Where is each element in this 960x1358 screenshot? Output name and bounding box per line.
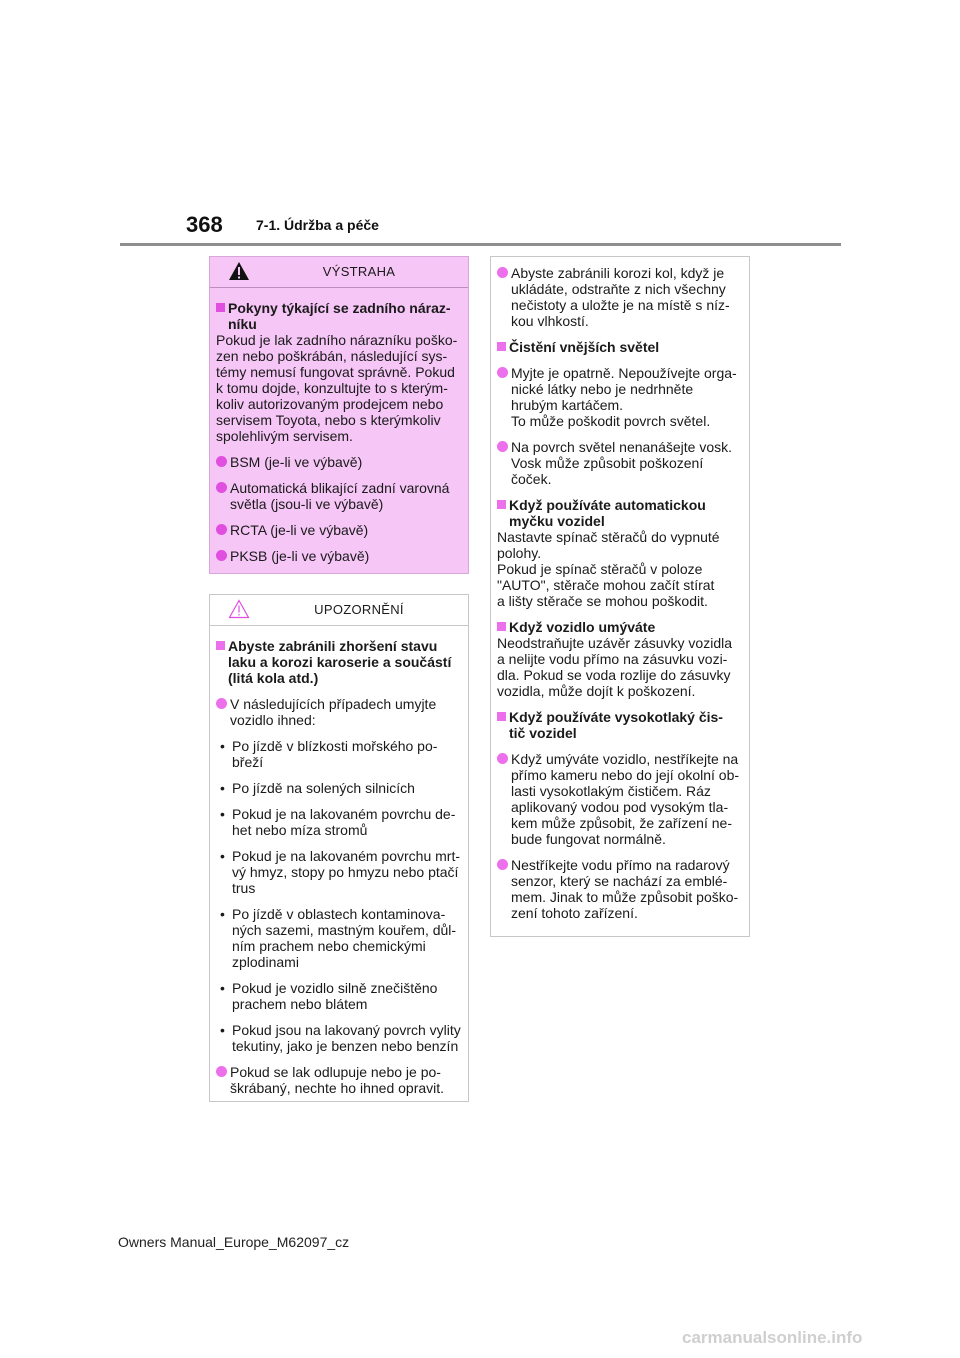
caution-continuation-box	[490, 256, 750, 937]
right-bullet: Myjte je opatrně. Nepoužívejte orga- nické látky nebo je nedrhněte hrubým kartáčem. To může poškodit povrch světel.	[497, 365, 743, 429]
list-item: • Pokud je vozidlo silně znečištěno prachem nebo blátem	[220, 980, 438, 1012]
circle-bullet-icon	[497, 367, 508, 378]
square-bullet-icon	[497, 712, 506, 721]
paragraph: Neodstraňujte uzávěr zásuvky vozidla a nelijte vodu přímo na zásuvku vozi- dla. Pokud se voda rozlije do zásuvky vozidla, může dojít k poškození.	[497, 635, 733, 699]
circle-bullet-icon	[216, 456, 227, 467]
paragraph: Nastavte spínač stěračů do vypnuté polohy. Pokud je spínač stěračů v poloze "AUTO", stěrače mohou začít stírat a lišty stěrače se mohou poškodit.	[497, 529, 720, 609]
square-bullet-icon	[497, 342, 506, 351]
warning-heading: Pokyny týkající se zadního náraz- níku	[216, 300, 462, 332]
circle-bullet-icon	[497, 267, 508, 278]
warning-bullet: BSM (je-li ve výbavě)	[216, 454, 462, 470]
caution-triangle-icon	[228, 599, 250, 619]
watermark: carmanualsonline.info	[682, 1328, 863, 1347]
right-bullet: Na povrch světel nenanášejte vosk. Vosk může způsobit poškození čoček.	[497, 439, 743, 487]
footer-text: Owners Manual_Europe_M62097_cz	[118, 1234, 350, 1250]
warning-bullet: Automatická blikající zadní varovná světla (jsou-li ve výbavě)	[216, 480, 462, 512]
caution-heading: Abyste zabránili zhoršení stavu laku a korozi karoserie a součástí (litá kola atd.)	[216, 638, 462, 686]
caution-title: UPOZORNĚNÍ	[314, 602, 404, 617]
section-title: 7-1. Údržba a péče	[256, 217, 379, 233]
warning-triangle-icon	[228, 261, 250, 281]
square-bullet-icon	[497, 500, 506, 509]
circle-bullet-icon	[497, 859, 508, 870]
circle-bullet-icon	[216, 1066, 227, 1077]
warning-title: VÝSTRAHA	[322, 264, 396, 279]
caution-bullet: Pokud se lak odlupuje nebo je po- škrábaný, nechte ho ihned opravit.	[216, 1064, 462, 1096]
circle-bullet-icon	[497, 441, 508, 452]
header-rule	[120, 243, 841, 246]
circle-bullet-icon	[497, 753, 508, 764]
section-heading: Když používáte vysokotlaký čis- tič vozidel	[497, 709, 743, 741]
list-item: • Po jízdě v blízkosti mořského po- břeží	[220, 738, 438, 770]
right-bullet: Nestříkejte vodu přímo na radarový senzor, který se nachází za emblé- mem. Jinak to může způsobit poško- zení tohoto zařízení.	[497, 857, 743, 921]
list-item: • Pokud jsou na lakovaný povrch vylity tekutiny, jako je benzen nebo benzín	[220, 1022, 461, 1054]
list-item: • Pokud je na lakovaném povrchu de- het nebo míza stromů	[220, 806, 456, 838]
section-heading: Když používáte automatickou myčku vozidel	[497, 497, 743, 529]
list-item: • Po jízdě na solených silnicích	[220, 780, 415, 796]
caution-box	[209, 594, 469, 1102]
square-bullet-icon	[216, 641, 225, 650]
warning-box	[209, 256, 469, 574]
caution-bullet: V následujících případech umyjte vozidlo ihned:	[216, 696, 462, 728]
right-bullet: Když umýváte vozidlo, nestříkejte na přímo kameru nebo do její okolní ob- lasti vysokotlakým čističem. Ráz aplikovaný vodou pod vysokým tla- kem může způsobit, že zařízení ne- bude fungovat normálně.	[497, 751, 743, 847]
list-item: • Pokud je na lakovaném povrchu mrt- vý hmyz, stopy po hmyzu nebo ptačí trus	[220, 848, 460, 896]
warning-paragraph: Pokud je lak zadního nárazníku poško- zen nebo poškrábán, následující sys- témy nemusí fungovat správně. Pokud k tomu dojde, konzultujte to s kterým- koliv autorizovaným prodejcem nebo servisem Toyota, nebo s kterýmkoliv spolehlivým servisem.	[216, 332, 458, 444]
circle-bullet-icon	[216, 698, 227, 709]
page-number: 368	[186, 212, 223, 237]
square-bullet-icon	[497, 622, 506, 631]
circle-bullet-icon	[216, 524, 227, 535]
circle-bullet-icon	[216, 550, 227, 561]
circle-bullet-icon	[216, 482, 227, 493]
warning-header	[210, 257, 468, 288]
section-heading: Když vozidlo umýváte	[497, 619, 743, 635]
right-bullet: Abyste zabránili korozi kol, když je ukládáte, odstraňte z nich všechny nečistoty a uložte je na místě s níz- kou vlhkostí.	[497, 265, 743, 329]
section-heading: Čistění vnějších světel	[497, 339, 743, 355]
list-item: • Po jízdě v oblastech kontaminova- ných sazemi, mastným kouřem, důl- ním prachem nebo chemickými zplodinami	[220, 906, 457, 970]
caution-header	[210, 595, 468, 626]
warning-bullet: RCTA (je-li ve výbavě)	[216, 522, 462, 538]
warning-bullet: PKSB (je-li ve výbavě)	[216, 548, 462, 564]
square-bullet-icon	[216, 303, 225, 312]
